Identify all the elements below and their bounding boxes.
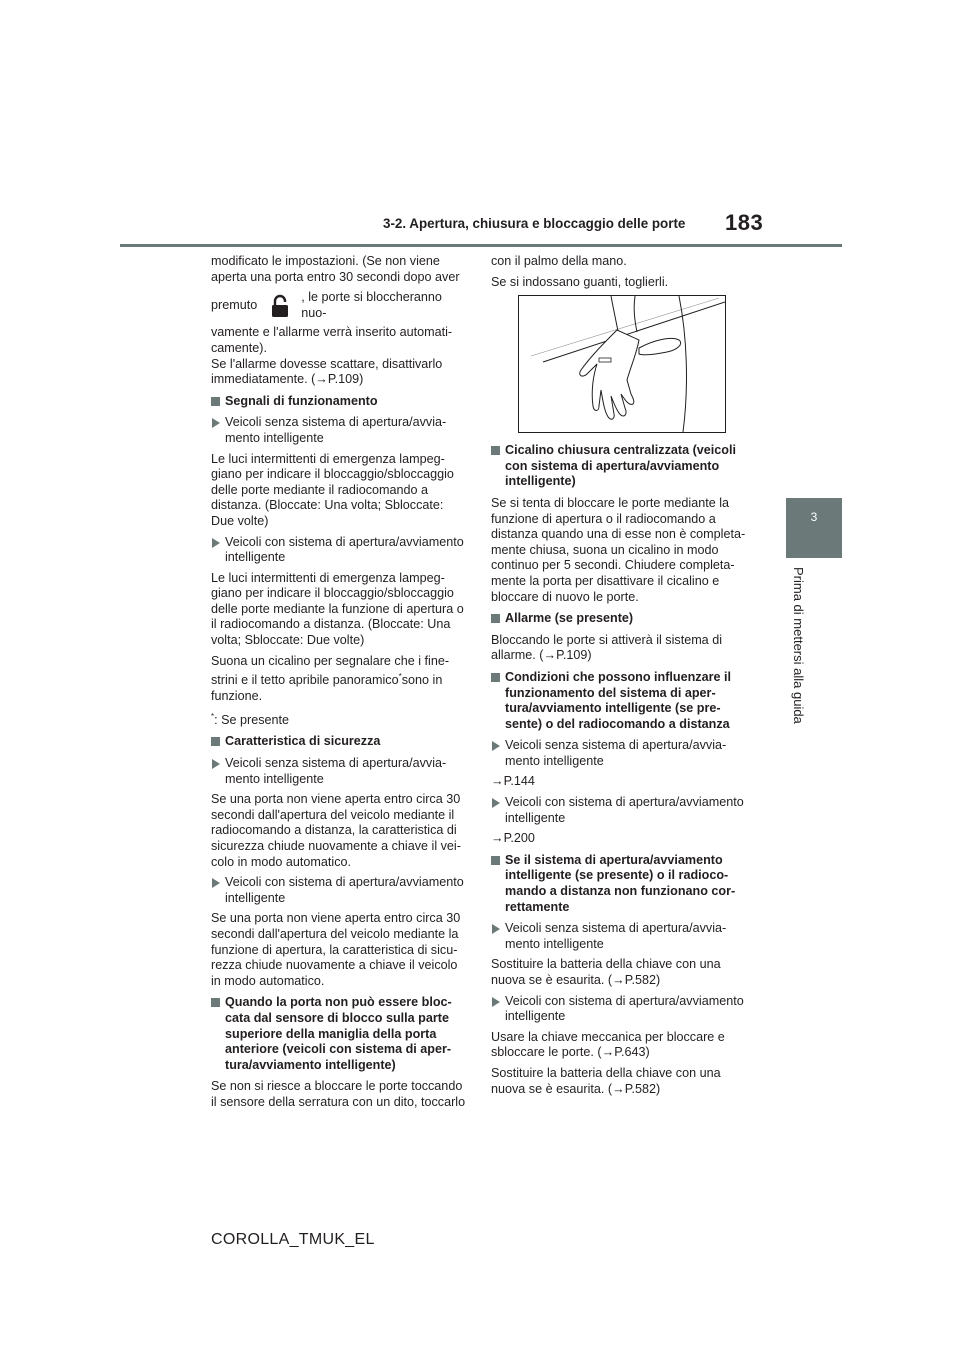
bullet-item: Veicoli con sistema di apertura/avviamento intelligente — [491, 795, 755, 826]
section-heading: Condizioni che possono influenzare il funzionamento del sistema di aper-tura/avviamento intelligente (se pre-sente) o del radiocomando a distanza — [491, 670, 755, 732]
page-reference: →P.144 — [491, 774, 535, 789]
premuto-after: , le porte si bloccheranno nuo- — [301, 290, 442, 320]
chapter-number: 3 — [810, 510, 818, 524]
bullet-item: Veicoli senza sistema di apertura/avvia-mento intelligente — [491, 738, 755, 769]
paragraph: Suona un cicalino per segnalare che i fine-strini e il tetto apribile panoramico*sono in funzione. — [211, 653, 450, 704]
section-title: 3-2. Apertura, chiusura e bloccaggio delle porte — [383, 216, 686, 231]
section-heading: Segnali di funzionamento — [211, 394, 469, 410]
premuto-before: premuto — [211, 297, 258, 312]
bullet-item: Veicoli senza sistema di apertura/avvia-mento intelligente — [491, 921, 755, 952]
paragraph: Bloccando le porte si attiverà il sistema di allarme. (→P.109) — [491, 632, 722, 663]
bullet-item: Veicoli senza sistema di apertura/avvia-mento intelligente — [211, 756, 469, 787]
chapter-title-vertical — [792, 567, 806, 737]
section-heading: Quando la porta non può essere bloc-cata dal sensore di blocco sulla parte superiore della maniglia della porta anteriore (veicoli con sistema di aper-tura/avviamento intelligente) — [211, 995, 469, 1073]
paragraph: Le luci intermittenti di emergenza lampeg-giano per indicare il bloccaggio/sbloccaggio delle porte mediante la funzione di apertura o il radiocomando a distanza. (Bloccate: Una volta; Sbloccate: Due volte) — [211, 570, 464, 648]
paragraph: Sostituire la batteria della chiave con una nuova se è esaurita. (→P.582) — [491, 957, 721, 987]
bullet-item: Veicoli senza sistema di apertura/avvia-mento intelligente — [211, 415, 469, 446]
paragraph: Sostituire la batteria della chiave con una nuova se è esaurita. (→P.582) — [491, 1065, 721, 1096]
chapter-title: Prima di mettersi alla guida — [791, 567, 806, 724]
section-heading: Caratteristica di sicurezza — [211, 734, 469, 750]
paragraph: Se si indossano guanti, toglierli. — [491, 274, 669, 289]
header-rule — [120, 244, 842, 247]
lock-icon — [267, 293, 293, 319]
paragraph: Usare la chiave meccanica per bloccare e sbloccare le porte. (→P.643) — [491, 1029, 725, 1060]
model-code: COROLLA_TMUK_EL — [211, 1231, 375, 1248]
section-heading: Se il sistema di apertura/avviamento intelligente (se presente) o il radioco-mando a distanza non funzionano cor-rettamente — [491, 853, 755, 915]
left-column — [211, 254, 469, 1115]
paragraph: con il palmo della mano. — [491, 254, 627, 268]
section-heading: Cicalino chiusura centralizzata (veicoli con sistema di apertura/avviamento intelligente) — [491, 443, 755, 490]
paragraph: Se non si riesce a bloccare le porte toccando il sensore della serratura con un dito, toccarlo — [211, 1079, 466, 1109]
intro-text-3: Se l'allarme dovesse scattare, disattivarlo immediatamente. (→P.109) — [211, 356, 443, 387]
bullet-item: Veicoli con sistema di apertura/avviamento intelligente — [211, 875, 469, 906]
section-heading: Allarme (se presente) — [491, 611, 755, 627]
paragraph: Se si tenta di bloccare le porte mediante la funzione di apertura o il radiocomando a distanza quando una di esse non è completa-mente chiusa, suona un cicalino in modo continuo per 5 secondi. Chiudere completa-mente la porta per disattivare il cicalino e bloccare di nuovo le porte. — [491, 495, 746, 604]
intro-text-2: vamente e l'allarme verrà inserito automati-camente). — [211, 325, 453, 355]
bullet-item: Veicoli con sistema di apertura/avviamento intelligente — [211, 535, 469, 566]
page-reference: →P.200 — [491, 831, 535, 846]
chapter-tab — [786, 498, 842, 558]
intro-text: modificato le impostazioni. (Se non viene aperta una porta entro 30 secondi dopo aver — [211, 254, 460, 284]
footnote: *: Se presente — [211, 711, 290, 727]
paragraph: Le luci intermittenti di emergenza lampeg-giano per indicare il bloccaggio/sbloccaggio delle porte mediante il radiocomando a distanza. (Bloccate: Una volta; Sbloccate: Due volte) — [211, 451, 454, 528]
paragraph: Se una porta non viene aperta entro circa 30 secondi dall'apertura del veicolo mediante la funzione di apertura, la caratteristica di sicu-rezza chiude nuovamente a chiave il veicolo in modo automatico. — [211, 911, 461, 988]
bullet-item: Veicoli con sistema di apertura/avviamento intelligente — [491, 994, 755, 1025]
paragraph: Se una porta non viene aperta entro circa 30 secondi dall'apertura del veicolo mediante il radiocomando a distanza, la caratteristica di sicurezza chiude nuovamente a chiave il vei-colo in modo automatico. — [211, 792, 461, 869]
premuto-line — [211, 290, 469, 321]
right-column — [491, 254, 755, 1102]
door-handle-illustration — [518, 295, 726, 433]
page-number: 183 — [725, 210, 764, 235]
